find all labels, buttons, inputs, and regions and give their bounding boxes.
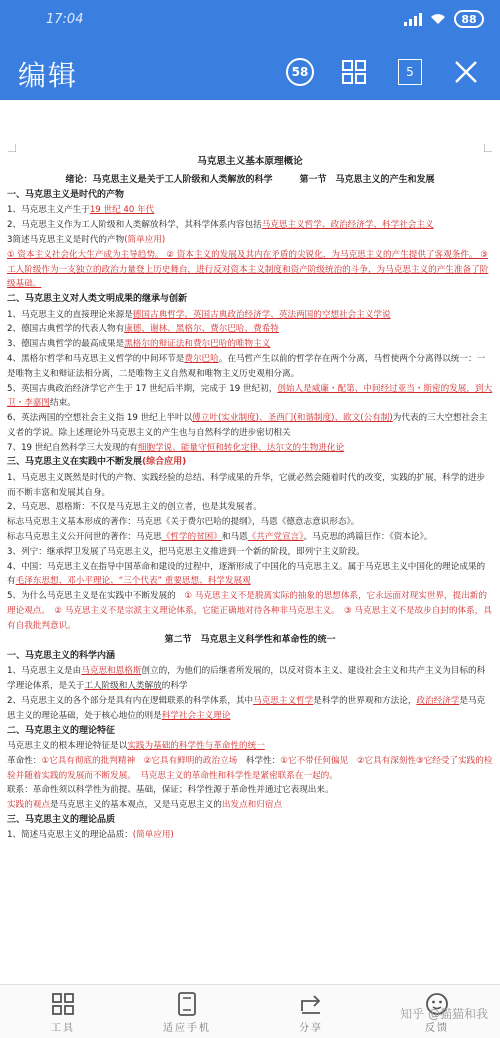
page-count-button[interactable]: [394, 56, 426, 88]
wifi-icon: [430, 13, 446, 25]
share-label: 分享: [299, 1023, 323, 1034]
section-heading: 一、马克思主义的科学内涵: [7, 650, 116, 661]
doc-line: 3、列宁：继承捍卫发展了马克思主义，把马克思主义推进到一个新的阶段，即列宁主义阶段。: [7, 546, 365, 557]
tools-label: 工具: [51, 1023, 75, 1034]
doc-line: 2、德国古典哲学的代表人物有康德、谢林、黑格尔、费尔巴哈、费希特: [7, 324, 279, 335]
page-count: 5: [398, 59, 422, 85]
fit-screen-icon: [174, 991, 200, 1017]
page-corner-mark: [8, 144, 16, 152]
signal-icon: [404, 12, 422, 26]
fit-phone-button[interactable]: [142, 991, 232, 1034]
doc-line: 实践的观点是马克思主义的基本观点，又是马克思主义的出发点和归宿点: [7, 800, 283, 811]
section-heading: 二、马克思主义的理论特征: [7, 725, 116, 736]
share-icon: [298, 991, 324, 1017]
status-bar: [0, 0, 500, 40]
count-badge: 58: [286, 58, 314, 86]
section-heading: 三、马克思主义的理论品质: [7, 814, 116, 825]
document-page: [0, 154, 500, 843]
grid-icon: [341, 59, 367, 85]
share-button[interactable]: [266, 991, 356, 1034]
doc-line: 3、德国古典哲学的最高成果是黑格尔的辩证法和费尔巴哈的唯物主义: [7, 339, 271, 350]
doc-line: 1、马克思主义既然是时代的产物、实践经验的总结、科学成果的升华，它就必然会随着时代的改变，实践的扩展，科学的进步而不断丰富和发展其自身。: [7, 472, 486, 498]
doc-line: 3简述马克思主义是时代的产物(简单应用): [7, 235, 166, 245]
doc-line: 标志马克思主义基本形成的著作：马克思《关于费尔巴哈的提纲》，马恩《德意志意识形态》。: [7, 517, 360, 528]
section-heading: 一、马克思主义是时代的产物: [7, 189, 125, 200]
doc-line: 1、马克思主义产生于19 世纪 40 年代: [7, 205, 155, 216]
bottom-bar: [0, 984, 500, 1038]
doc-line: 7、19 世纪自然科学三大发现的有细胞学说、能量守恒和转化定律、达尔文的生物进化论: [7, 442, 345, 453]
doc-line: 1、简述马克思主义的理论品质：(简单应用): [7, 830, 174, 841]
page-corner-mark: [484, 144, 492, 152]
grid-view-button[interactable]: [338, 56, 370, 88]
doc-line: 5、为什么马克思主义是在实践中不断发展的 ① 马克思主义不是脱离实际的抽象的思想体系，它永远面对现实世界，提出新的理论观点。 ② 马克思主义不是宗派主义理论体系，它能正确地对待各种非马克思主义。 ③ 马克思主义不是故步自封的体系，具有自我批判意识。: [7, 591, 492, 631]
doc-title: 马克思主义基本原理概论: [197, 156, 303, 167]
document-view[interactable]: [0, 100, 500, 984]
watermark-text: 知乎 @猫猫和我: [400, 1007, 488, 1021]
count-badge-button[interactable]: [284, 56, 316, 88]
doc-line: 4、中国：马克思主义在指导中国革命和建设的过程中，逐渐形成了中国化的马克思主义。属于马克思主义中国化的理论成果的有毛泽东思想、邓小平理论、“三个代表” 重要思想、科学发展观: [7, 561, 486, 587]
battery-indicator: 88: [454, 10, 484, 28]
close-icon: [453, 59, 479, 85]
doc-line: 2、马克思、恩格斯：不仅是马克思主义的创立者，也是其发展者。: [7, 502, 262, 513]
doc-line: 1、马克思主义是由马克思和恩格斯创立的，为他们的后继者所发展的，以反对资本主义、建设社会主义和共产主义为目标的科学理论体系，是关于工人阶级和人类解放的科学: [7, 666, 486, 692]
doc-line: 联系：革命性须以科学性为前提、基础，保证；科学性源于革命性并通过它表现出来。: [7, 785, 334, 796]
doc-subtitle: 绪论：马克思主义是关于工人阶级和人类解放的科学 第一节 马克思主义的产生和发展: [65, 174, 435, 185]
doc-line: 马克思主义的根本理论特征是以实践为基础的科学性与革命性的统一: [7, 741, 265, 751]
doc-line: 6、英法两国的空想社会主义指 19 世纪上半叶以傅立叶(实业制度)、圣西门(和谐制度)、欧文(公有制)为代表的三大空想社会主义者的学说。除上述理论外马克思主义的产生也与自然科学的进步密切相关: [7, 413, 488, 438]
doc-line: ① 资本主义社会化大生产成为主导趋势。 ② 资本主义的发展及其内在矛盾的尖锐化，为马克思主义的产生提供了客观条件。 ③ 工人阶级作为一支独立的政治力量登上历史舞台，进行反对资本主义制度和资产阶级统治的斗争，为马克思主义的产生准备了阶级基础。: [7, 249, 489, 290]
toolbar-title: 编辑: [18, 59, 79, 92]
editor-toolbar: [0, 40, 500, 100]
doc-line: 2、马克思主义作为工人阶级和人类解放科学，其科学体系内容包括马克思主义哲学、政治经济学、科学社会主义: [7, 220, 434, 231]
section-heading: 第二节 马克思主义科学性和革命性的统一: [164, 635, 336, 646]
close-button[interactable]: [450, 56, 482, 88]
section-heading: 二、马克思主义对人类文明成果的继承与创新: [7, 294, 188, 305]
fit-phone-label: 适应手机: [163, 1023, 211, 1034]
header: [0, 0, 500, 100]
tools-button[interactable]: [18, 991, 108, 1034]
doc-line: 革命性：①它具有彻底的批判精神 ②它具有鲜明的政治立场 科学性：①它不带任何偏见 ②它具有深刻性③它经受了实践的检验并随着实践的发展而不断发展。 马克思主义的革命性和科学性是紧密联系在一起的。: [7, 755, 493, 781]
section-heading: 三、马克思主义在实践中不断发展(综合应用): [7, 457, 187, 468]
doc-line: 4、黑格尔哲学和马克思主义哲学的中间环节是费尔巴哈。在马哲产生以前的哲学存在两个分离，马哲使两个分离得以统一：一是唯物主义和辩证法相分离，二是唯物主义自然观和唯物主义历史观相分离。: [7, 353, 486, 379]
doc-line: 2、马克思主义的各个部分是具有内在逻辑联系的科学体系，其中马克思主义哲学是科学的世界观和方法论，政治经济学是马克思主义的理论基础，处于核心地位的则是科学社会主义理论: [7, 695, 486, 721]
feedback-label: 反馈: [425, 1023, 449, 1034]
status-icons: [404, 10, 484, 28]
status-time: 17:04: [46, 12, 84, 27]
tools-icon: [50, 991, 76, 1017]
doc-line: 5、英国古典政治经济学它产生于 17 世纪后半期，完成于 19 世纪初，创始人是威廉・配第、中间经过亚当・斯密的发展，到大卫・李嘉图结束。: [7, 383, 493, 409]
doc-line: 标志马克思主义公开问世的著作：马克思《哲学的贫困》和马恩《共产党宣言》。马克思的鸿篇巨作：《资本论》。: [7, 532, 433, 542]
doc-line: 1、马克思主义的直接理论来源是德国古典哲学、英国古典政治经济学、英法两国的空想社会主义学说: [7, 309, 391, 320]
